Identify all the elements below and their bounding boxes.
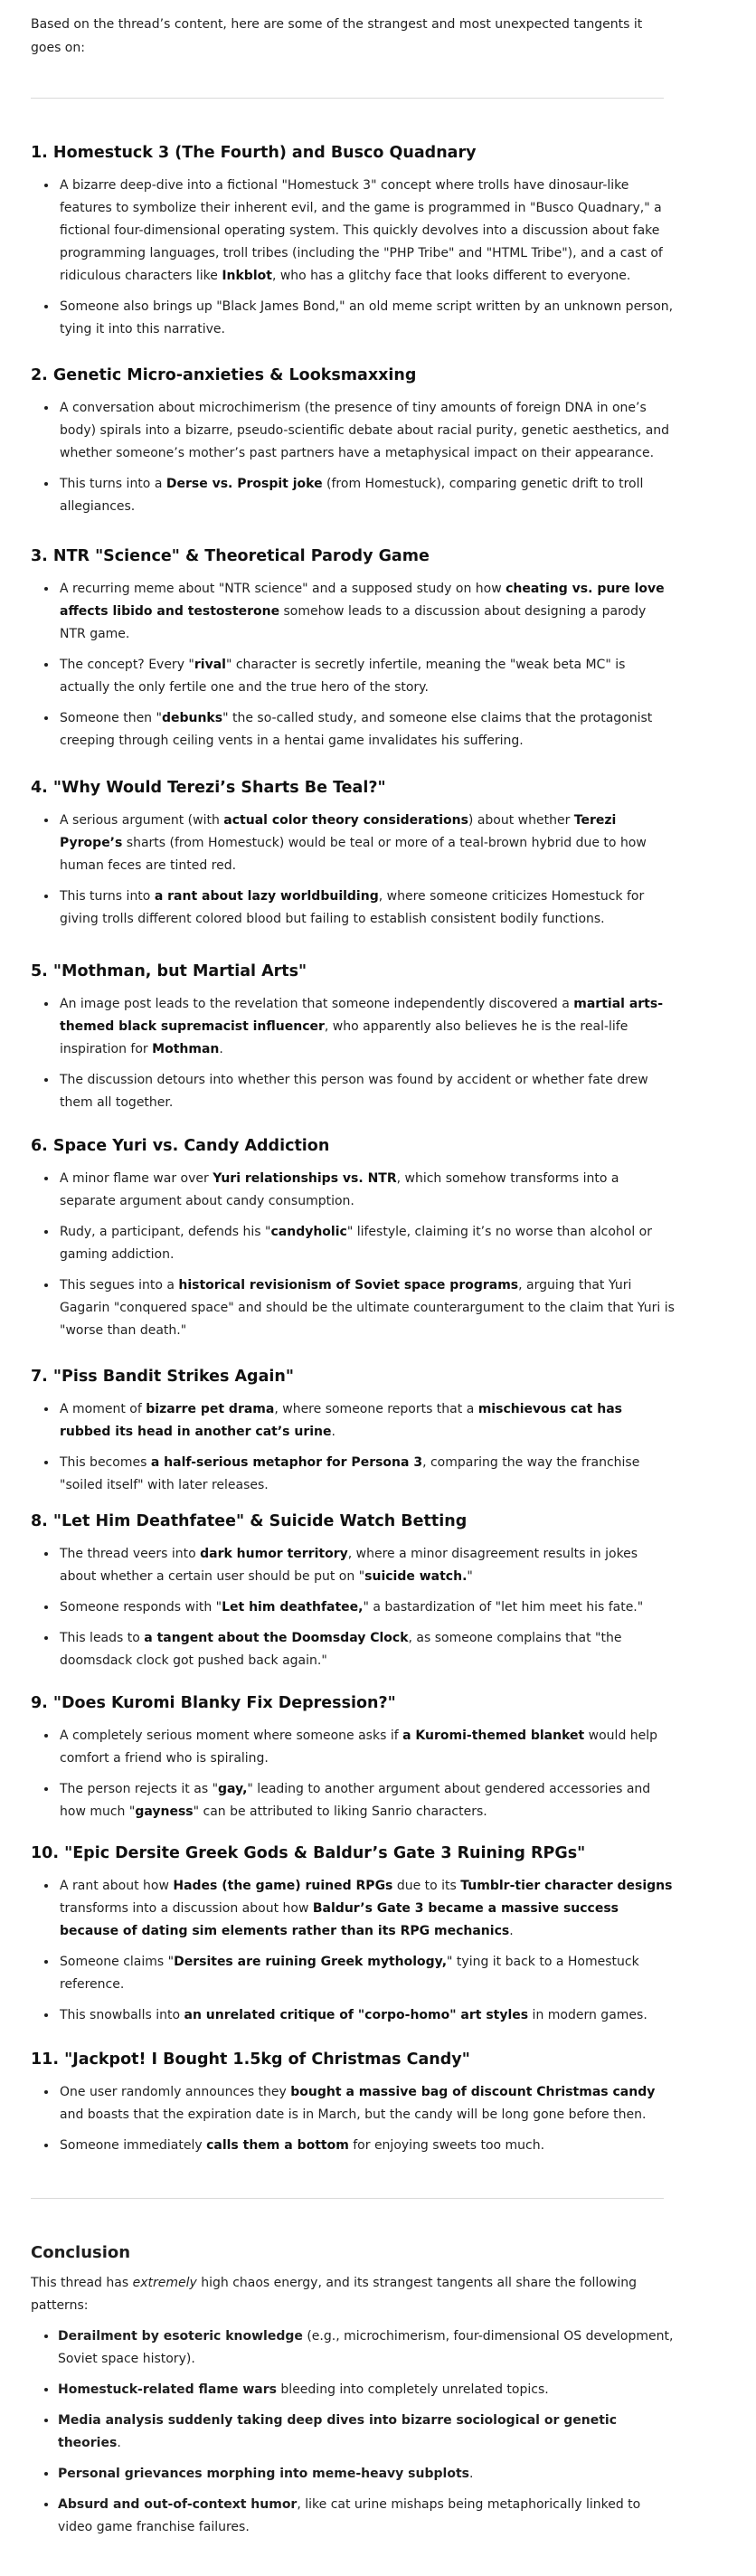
bold-text: candyholic [270, 1225, 347, 1239]
bold-text: Derse vs. Prospit joke [165, 477, 323, 491]
bold-text: Inkblot [222, 269, 272, 283]
section-1 [31, 142, 675, 349]
bold-text: an unrelated critique of "corpo-homo" art styles [184, 2008, 529, 2022]
intro-paragraph: Based on the thread’s content, here are some of the strangest and most unexpected tangents it goes on: [31, 17, 643, 55]
bold-text: historical revisionism of Soviet space programs [178, 1278, 519, 1293]
bold-text: rival [194, 658, 226, 672]
section-7 [31, 1366, 675, 1505]
bold-text: a tangent about the Doomsday Clock [144, 1631, 409, 1645]
section-list [31, 578, 675, 753]
bold-text: calls them a bottom [206, 2138, 349, 2153]
section-list [31, 1398, 675, 1497]
section-list [31, 810, 675, 931]
list-item: • An image post leads to the revelation that someone independently discovered a martial arts-themed black supremacist influencer, who apparently also believes he is the real-life inspiration for Mothman. [58, 993, 675, 1061]
bold-text: Baldur’s Gate 3 became a massive success because of dating sim elements rather than its RPG mechanics [60, 1901, 619, 1938]
section-4 [31, 777, 675, 939]
section-title: 3. NTR "Science" & Theoretical Parody Game [31, 547, 430, 565]
list-item: • One user randomly announces they bought a massive bag of discount Christmas candy and boasts that the expiration date is in March, but the candy will be long gone before then. [58, 2081, 675, 2126]
bold-text: Dersites are ruining Greek mythology, [174, 1955, 448, 1969]
section-8 [31, 1511, 675, 1681]
list-item: • Someone also brings up "Black James Bond," an old meme script written by an unknown person, tying it into this narrative. [58, 296, 675, 341]
bold-text: Media analysis suddenly taking deep dives into bizarre sociological or genetic theories [58, 2413, 617, 2450]
bold-text: Tumblr-tier character designs [460, 1879, 673, 1893]
section-10 [31, 1842, 675, 2035]
section-11 [31, 2049, 675, 2165]
conclusion-item: • Personal grievances morphing into meme-heavy subplots. [58, 2463, 675, 2486]
bold-text: Let him deathfatee, [222, 1600, 364, 1615]
list-item: • This turns into a Derse vs. Prospit joke (from Homestuck), comparing genetic drift to troll allegiances. [58, 473, 675, 518]
bold-text: Mothman [152, 1042, 220, 1056]
list-item: • A bizarre deep-dive into a fictional "Homestuck 3" concept where trolls have dinosaur-like features to symbolize their inherent evil, and the game is programmed in "Busco Quadnary," a fictional four-dimensional operating system. This quickly devolves into a discussion about fake programming languages, troll tribes (including the "PHP Tribe" and "HTML Tribe"), and a cast of ridiculous characters like Inkblot, who has a glitchy face that looks different to everyone. [58, 175, 675, 288]
bold-text: Personal grievances morphing into meme-heavy subplots [58, 2467, 469, 2481]
list-item: • A completely serious moment where someone asks if a Kuromi-themed blanket would help comfort a friend who is spiraling. [58, 1725, 675, 1770]
section-title: 7. "Piss Bandit Strikes Again" [31, 1368, 294, 1386]
section-title: 2. Genetic Micro-anxieties & Looksmaxxing [31, 366, 417, 384]
list-item: • A recurring meme about "NTR science" and a supposed study on how cheating vs. pure love affects libido and testosterone somehow leads to a discussion about designing a parody NTR game. [58, 578, 675, 646]
italic-text: extremely [132, 2276, 197, 2290]
bold-text: a half-serious metaphor for Persona 3 [150, 1455, 423, 1470]
list-item: • The discussion detours into whether this person was found by accident or whether fate drew them all together. [58, 1069, 675, 1114]
section-list [31, 397, 675, 518]
bold-text: dark humor territory [200, 1547, 348, 1561]
section-6 [31, 1135, 675, 1350]
list-item: • Someone then "debunks" the so-called study, and someone else claims that the protagonist creeping through ceiling vents in a hentai game invalidates his suffering. [58, 707, 675, 753]
section-title: 8. "Let Him Deathfatee" & Suicide Watch Betting [31, 1512, 468, 1530]
bold-text: Derailment by esoteric knowledge [58, 2329, 303, 2344]
divider-bottom [31, 2198, 664, 2199]
section-list [31, 1168, 675, 1342]
section-3 [31, 545, 675, 761]
section-list [31, 993, 675, 1114]
bold-text: Homestuck-related flame wars [58, 2382, 277, 2397]
conclusion-item: • Media analysis suddenly taking deep dives into bizarre sociological or genetic theories. [58, 2410, 675, 2455]
bold-text: suicide watch. [364, 1569, 468, 1584]
section-title: 6. Space Yuri vs. Candy Addiction [31, 1137, 330, 1155]
conclusion-list [31, 2325, 675, 2539]
divider-top [31, 98, 664, 99]
section-list [31, 1543, 675, 1672]
bold-text: mischievous cat has rubbed its head in another cat’s urine [60, 1402, 622, 1439]
list-item: • Someone claims "Dersites are ruining Greek mythology," tying it back to a Homestuck reference. [58, 1951, 675, 1996]
conclusion-section [31, 2242, 675, 2547]
section-title: 10. "Epic Dersite Greek Gods & Baldur’s Gate 3 Ruining RPGs" [31, 1844, 586, 1862]
bold-text: Terezi Pyrope’s [60, 813, 617, 850]
bold-text: bought a massive bag of discount Christmas candy [290, 2085, 656, 2099]
bold-text: a Kuromi-themed blanket [402, 1728, 585, 1743]
list-item: • This turns into a rant about lazy worldbuilding, where someone criticizes Homestuck for giving trolls different colored blood but failing to establish consistent bodily functions. [58, 886, 675, 931]
list-item: • This snowballs into an unrelated critique of "corpo-homo" art styles in modern games. [58, 2004, 675, 2027]
list-item: • The concept? Every "rival" character is secretly infertile, meaning the "weak beta MC" is actually the only fertile one and the true hero of the story. [58, 654, 675, 699]
bold-text: Hades (the game) ruined RPGs [173, 1879, 393, 1893]
list-item: • A minor flame war over Yuri relationships vs. NTR, which somehow transforms into a separate argument about candy consumption. [58, 1168, 675, 1213]
bold-text: gay, [218, 1782, 248, 1796]
section-list [31, 175, 675, 341]
section-list [31, 1875, 675, 2027]
list-item: • A conversation about microchimerism (the presence of tiny amounts of foreign DNA in one’s body) spirals into a bizarre, pseudo-scientific debate about racial purity, genetic aesthetics, and whether someone’s mother’s past partners have a metaphysical impact on their appearance. [58, 397, 675, 465]
bold-text: gayness [135, 1804, 194, 1819]
list-item: • This segues into a historical revisionism of Soviet space programs, arguing that Yuri Gagarin "conquered space" and should be the ultimate counterargument to the claim that Yuri is "worse than death." [58, 1274, 675, 1342]
bold-text: Yuri relationships vs. NTR [213, 1171, 397, 1186]
conclusion-lead: This thread has extremely high chaos energy, and its strangest tangents all share the following patterns: [31, 2276, 637, 2313]
section-list [31, 2081, 675, 2157]
list-item: • The person rejects it as "gay," leading to another argument about gendered accessories and how much "gayness" can be attributed to liking Sanrio characters. [58, 1778, 675, 1823]
section-title: 9. "Does Kuromi Blanky Fix Depression?" [31, 1694, 396, 1712]
list-item: • This becomes a half-serious metaphor for Persona 3, comparing the way the franchise "soiled itself" with later releases. [58, 1452, 675, 1497]
section-9 [31, 1692, 675, 1832]
section-title: 11. "Jackpot! I Bought 1.5kg of Christmas Candy" [31, 2050, 470, 2069]
bold-text: cheating vs. pure love affects libido and testosterone [60, 582, 665, 619]
bold-text: Absurd and out-of-context humor [58, 2497, 298, 2512]
list-item: • The thread veers into dark humor territory, where a minor disagreement results in jokes about whether a certain user should be put on "suicide watch." [58, 1543, 675, 1588]
conclusion-title: Conclusion [31, 2243, 131, 2262]
list-item: • Rudy, a participant, defends his "candyholic" lifestyle, claiming it’s no worse than alcohol or gaming addiction. [58, 1221, 675, 1266]
bold-text: debunks [161, 711, 223, 725]
section-list [31, 1725, 675, 1823]
section-5 [31, 961, 675, 1122]
bold-text: bizarre pet drama [146, 1402, 275, 1416]
bold-text: a rant about lazy worldbuilding [154, 889, 379, 904]
section-title: 4. "Why Would Terezi’s Sharts Be Teal?" [31, 779, 386, 797]
list-item: • A rant about how Hades (the game) ruined RPGs due to its Tumblr-tier character designs transforms into a discussion about how Baldur’s Gate 3 became a massive success because of dating sim elements rather than its RPG mechanics. [58, 1875, 675, 1943]
conclusion-item: • Derailment by esoteric knowledge (e.g., microchimerism, four-dimensional OS development, Soviet space history). [58, 2325, 675, 2371]
conclusion-item: • Homestuck-related flame wars bleeding into completely unrelated topics. [58, 2379, 675, 2401]
list-item: • A moment of bizarre pet drama, where someone reports that a mischievous cat has rubbed its head in another cat’s urine. [58, 1398, 675, 1444]
section-title: 5. "Mothman, but Martial Arts" [31, 962, 307, 980]
list-item: • A serious argument (with actual color theory considerations) about whether Terezi Pyrope’s sharts (from Homestuck) would be teal or more of a teal-brown hybrid due to how human feces are tinted red. [58, 810, 675, 877]
list-item: • Someone responds with "Let him deathfatee," a bastardization of "let him meet his fate." [58, 1596, 675, 1619]
conclusion-item: • Absurd and out-of-context humor, like cat urine mishaps being metaphorically linked to video game franchise failures. [58, 2494, 675, 2539]
section-title: 1. Homestuck 3 (The Fourth) and Busco Quadnary [31, 144, 477, 162]
bold-text: martial arts-themed black supremacist influencer [60, 997, 664, 1034]
list-item: • Someone immediately calls them a bottom for enjoying sweets too much. [58, 2135, 675, 2157]
bold-text: actual color theory considerations [223, 813, 468, 828]
list-item: • This leads to a tangent about the Doomsday Clock, as someone complains that "the doomsdack clock got pushed back again." [58, 1627, 675, 1672]
section-2 [31, 365, 675, 526]
